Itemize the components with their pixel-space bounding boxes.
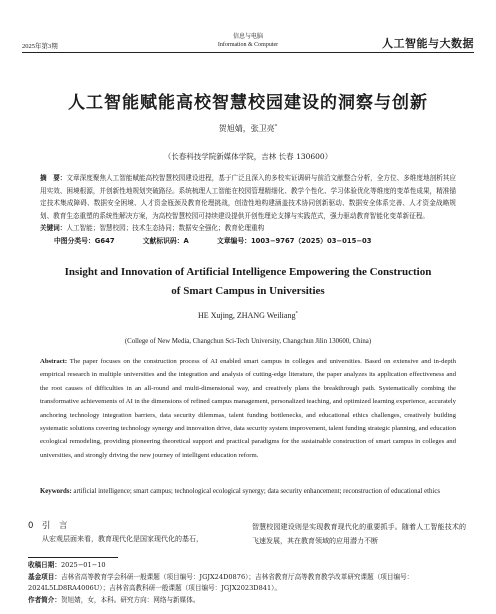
journal-name-cn: 信息与电脑 — [232, 34, 263, 40]
abstract-en — [40, 355, 456, 462]
corresponding-mark-en: * — [295, 311, 298, 317]
article-number: 文章编号：1003−9767（2025）03−015−03 — [216, 237, 372, 245]
affiliation-en: (College of New Media, Changchun Sci-Tech University, Changchun Jilin 130600, China) — [124, 338, 372, 345]
abstract-cn — [40, 172, 456, 222]
keywords-en-label: Keywords: — [40, 488, 72, 495]
header-rule — [22, 52, 474, 53]
section-heading-intro: 0 引 言 — [28, 521, 68, 531]
footnote-rule — [28, 557, 118, 558]
authors-cn-text: 贺旭婧，张卫亮 — [218, 124, 275, 133]
keywords-en — [40, 485, 456, 498]
journal-name-en: Information & Computer — [217, 42, 279, 48]
received-date: 收稿日期：2025−01−10 — [28, 561, 106, 569]
footnote — [28, 560, 474, 606]
classification-line — [54, 235, 397, 245]
clc-number: 中图分类号：G647 — [54, 237, 115, 245]
fund-info: 基金项目：吉林省高等教育学会科研一般课题（项目编号：JGJX24D0876）；吉林省教育厅高等教育教学改革研究课题（项目编号：2024L5LD8RA4006U）；吉林省高教科研一般课题（项目编号：JGJX2023D841）。 — [28, 572, 414, 593]
abstract-cn-text: 文章深度聚焦人工智能赋能高校智慧校园建设进程，基于广泛且深入的多校实证调研与前沿文献整合分析，全方位、多维度地剖析其应用实效、困境根源，并创新性地规划突破路径。系统梳理人工智能在校园管理精细化、教学个性化、学习体验优化等维度的变革性成果，精准锚定技术集成障碍、数据安全困境、人才资金瓶颈及教育伦理挑战，创造性地构建涵盖技术协同创新驱动、数据安全体系完善、人才资金战略规划、教育生态重塑的系统性解决方案，为高校智慧校园可持续建设提供开创性理论支撑与实践范式，强力驱动教育智能化变革新征程。 — [40, 174, 457, 220]
document-code: 文献标识码：A — [142, 237, 189, 245]
body-right-column — [252, 520, 466, 548]
title-en — [0, 263, 496, 301]
abstract-cn-label: 摘 要： — [40, 174, 67, 182]
body-left-column — [28, 520, 242, 546]
authors-cn — [0, 123, 496, 134]
corresponding-mark: * — [274, 123, 278, 130]
keywords-cn — [40, 222, 456, 232]
keywords-cn-text: 人工智能；智慧校园；技术生态协同；数据安全强化；教育伦理重构 — [66, 224, 265, 232]
title-cn: 人工智能赋能高校智慧校园建设的洞察与创新 — [68, 93, 428, 113]
abstract-en-text: The paper focuses on the construction process of AI enabled smart campus in colleges and universities. Based on extensive and in-depth empirical research in multiple universities and the integration and analysis of cutting-edge literature, the paper analyzes its application effectiveness and the root causes of difficulties in an all-round and multi-dimensional way, and creatively plans the breakthrough path. Systematically combing the transformative achievements of AI in the dimensions of refined campus management, personalized teaching, and optimized learning experience, accurately anchoring technology integration barriers, data security dilemmas, talent funding bottlenecks, and educational ethics challenges, creatively building systematic solutions covering technology synergy and innovation drive, data security system improvement, talent funding strategic planning, and education ecological remodeling, providing pioneering theoretical support and practical paradigms for the sustainable construction of smart campus in colleges and universities, and strongly driving the new journey of intelligent education reform. — [40, 358, 456, 459]
affiliation-cn: （长春科技学院新媒体学院，吉林 长春 130600） — [163, 152, 333, 161]
authors-en — [0, 311, 496, 320]
issue-number: 2025年第3期 — [22, 43, 58, 50]
keywords-en-text: artificial intelligence; smart campus; technological ecological synergy; data security enhancement; reconstruction of educational ethics — [73, 488, 440, 495]
author-bio: 作者简介：贺旭婧，女，本科。研究方向：网络与新媒体。 — [28, 595, 200, 604]
keywords-cn-label: 关键词： — [40, 224, 67, 232]
title-en-line2: of Smart Campus in Universities — [171, 285, 325, 297]
authors-en-text: HE Xujing, ZHANG Weiliang — [198, 311, 296, 320]
body-paragraph-right: 智慧校园建设则是实现教育现代化的重要抓手。随着人工智能技术的飞速发展，其在教育领域的应用潜力不断 — [252, 523, 466, 545]
body-paragraph-left: 从宏观层面来看，教育现代化是国家现代化的基石， — [42, 535, 203, 543]
abstract-en-label: Abstract: — [40, 358, 68, 365]
section-label: 人工智能与大数据 — [382, 37, 474, 50]
title-en-line1: Insight and Innovation of Artificial Intelligence Empowering the Construction — [64, 266, 432, 278]
